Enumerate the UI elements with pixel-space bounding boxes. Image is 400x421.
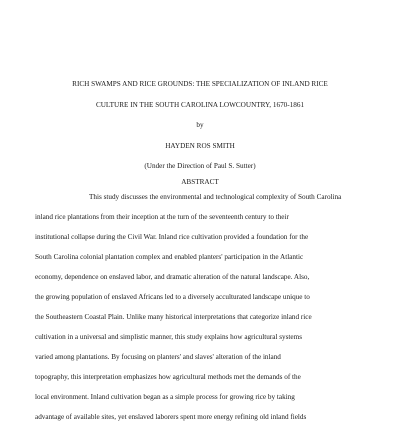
title-line-2: CULTURE IN THE SOUTH CAROLINA LOWCOUNTRY, 1670-1861 — [95, 101, 305, 109]
direction-note: (Under the Direction of Paul S. Sutter) — [144, 162, 256, 170]
abstract-line: local environment. Inland cultivation began as a simple process for growing rice by taking — [35, 393, 295, 401]
by-line: by — [196, 121, 204, 129]
abstract-line: cultivation in a universal and simplistic manner, this study explains how agricultural systems — [35, 333, 303, 341]
abstract-line: institutional collapse during the Civil War. Inland rice cultivation provided a foundation for the — [35, 233, 309, 241]
abstract-line: This study discusses the environmental and technological complexity of South Carolina — [89, 193, 342, 201]
abstract-heading: ABSTRACT — [181, 178, 219, 186]
abstract-line: the growing population of enslaved Africans led to a diversely acculturated landscape unique to — [35, 293, 310, 301]
abstract-line: South Carolina colonial plantation complex and enabled planters' participation in the Atlantic — [35, 253, 304, 261]
abstract-line: topography, this interpretation emphasizes how agricultural methods met the demands of the — [35, 373, 301, 381]
abstract-line: economy, dependence on enslaved labor, and dramatic alteration of the natural landscape. Also, — [35, 273, 310, 281]
abstract-line: the Southeastern Coastal Plain. Unlike many historical interpretations that categorize inland rice — [35, 313, 312, 321]
abstract-line: inland rice plantations from their inception at the turn of the seventeenth century to their — [35, 213, 289, 221]
abstract-line: advantage of available sites, yet enslaved laborers spent more energy refining old inland fields — [35, 413, 307, 421]
author-name: HAYDEN ROS SMITH — [165, 142, 235, 150]
title-line-1: RICH SWAMPS AND RICE GROUNDS: THE SPECIALIZATION OF INLAND RICE — [72, 80, 328, 88]
abstract-line: varied among plantations. By focusing on planters' and slaves' alteration of the inland — [35, 353, 281, 361]
